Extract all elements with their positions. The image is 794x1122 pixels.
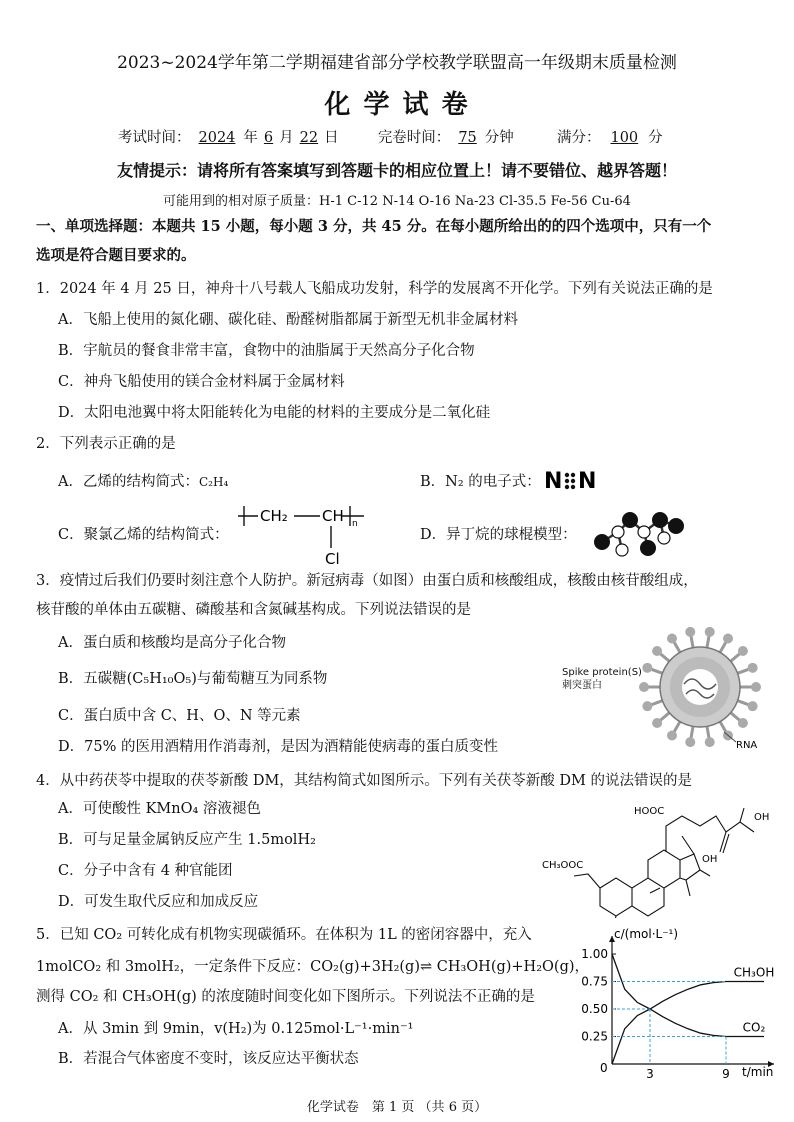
q1-stem: 1．2024 年 4 月 25 日，神舟十八号载人飞船成功发射，科学的发展离不开化学。下列有关说法正确的是 xyxy=(36,281,713,297)
series-label: CO₂ xyxy=(742,1020,766,1035)
q4-stem: 4．从中药茯苓中提取的茯苓新酸 DM，其结构简式如图所示。下列有关茯苓新酸 DM 的说法错误的是 xyxy=(36,773,692,789)
hooc-label: HOOC xyxy=(634,806,665,817)
q4-option-d: D．可发生取代反应和加成反应 xyxy=(58,894,259,910)
atom-ball xyxy=(622,512,638,528)
electron-dot xyxy=(565,473,569,477)
q3-option-d: D．75% 的医用酒精用作消毒剂，是因为酒精能使病毒的蛋白质变性 xyxy=(58,739,498,755)
q3-option-a: A．蛋白质和核酸均是高分子化合物 xyxy=(58,635,286,651)
series-label: CH₃OH xyxy=(733,965,775,980)
electron-dot xyxy=(571,473,575,477)
isobutane-ball-stick-model xyxy=(588,504,696,564)
atomic-masses: 可能用到的相对原子质量：H-1 C-12 N-14 O-16 Na-23 Cl-35.5 Fe-56 Cu-64 xyxy=(163,194,631,209)
chart-origin-label: 0 xyxy=(600,1061,608,1075)
q3-option-c: C．蛋白质中含 C、H、O、N 等元素 xyxy=(58,708,301,724)
q2-b-label: B．N₂ 的电子式： xyxy=(420,474,541,490)
exam-year: 2024 xyxy=(198,130,236,146)
q3-option-b: B．五碳糖(C₅H₁₀O₅)与葡萄糖互为同系物 xyxy=(58,671,328,687)
spike-head xyxy=(705,737,715,747)
pvc-cl: Cl xyxy=(325,550,340,568)
spike-head xyxy=(723,634,733,644)
paper-title: 化 学 试 卷 xyxy=(324,90,470,120)
electron-dot xyxy=(571,485,575,489)
q5-stem-line1: 5．已知 CO₂ 可转化成有机物实现碳循环。在体积为 1L 的密闭容器中，充入 xyxy=(36,927,532,943)
score-value: 100 xyxy=(610,130,639,146)
y-tick-label: 0.25 xyxy=(581,1029,608,1044)
q1-option-a: A．飞船上使用的氮化硼、碳化硅、酚醛树脂都属于新型无机非金属材料 xyxy=(58,312,518,328)
page-footer: 化学试卷 第 1 页 （共 6 页） xyxy=(306,1100,488,1115)
exam-day: 22 xyxy=(299,130,319,146)
spike-head xyxy=(685,737,695,747)
electron-dot xyxy=(565,485,569,489)
spike-head xyxy=(667,634,677,644)
friendly-tip: 友情提示：请将所有答案填写到答题卡的相应位置上！请不要错位、越界答题！ xyxy=(116,161,677,180)
pvc-n: n xyxy=(352,519,358,529)
rna-label: RNA xyxy=(736,740,758,750)
chart-x-axis-label: t/min xyxy=(742,1065,774,1079)
electron-dot xyxy=(571,479,575,483)
x-tick-label: 9 xyxy=(722,1067,730,1080)
series-line xyxy=(612,982,764,1065)
n2-left-atom: N xyxy=(544,469,563,494)
month-unit: 月 xyxy=(279,130,294,146)
spike-head xyxy=(685,627,695,637)
dm-structure-formula xyxy=(540,796,776,918)
section-heading-line2: 选项是符合题目要求的。 xyxy=(36,247,196,264)
y-tick-label: 0.75 xyxy=(581,974,608,989)
atom-ball xyxy=(638,526,650,538)
atom-ball xyxy=(594,534,610,550)
pvc-ch2: CH₂ xyxy=(260,507,288,525)
n2-electron-formula xyxy=(540,466,600,494)
y-tick-label: 0.50 xyxy=(581,1002,608,1016)
oh-label-ring: OH xyxy=(702,854,718,865)
q4-option-a: A．可使酸性 KMnO₄ 溶液褪色 xyxy=(58,801,261,817)
spike-head xyxy=(738,718,748,728)
atom-ball xyxy=(652,512,668,528)
duration-unit: 分钟 xyxy=(484,130,514,146)
spike-head xyxy=(667,730,677,740)
concentration-time-chart xyxy=(570,924,782,1080)
q3-stem-line1: 3．疫情过后我们仍要时刻注意个人防护。新冠病毒（如图）由蛋白质和核酸组成，核酸由核苷酸组成， xyxy=(36,573,698,589)
spike-label-en: Spike protein(S) xyxy=(562,667,642,678)
spike-head xyxy=(652,646,662,656)
q1-option-c: C．神舟飞船使用的镁合金材料属于金属材料 xyxy=(58,374,345,390)
q2-option-d xyxy=(420,524,577,546)
pvc-ch: CH xyxy=(322,507,344,525)
spike-head xyxy=(642,701,652,711)
score-unit: 分 xyxy=(648,130,663,146)
ester-label: CH₃OOC xyxy=(542,860,584,871)
q5-option-b: B．若混合气体密度不变时，该反应达平衡状态 xyxy=(58,1051,359,1067)
q2-c-label: C．聚氯乙烯的结构简式： xyxy=(58,527,229,543)
atom-ball xyxy=(668,518,684,534)
atom-ball xyxy=(612,526,624,538)
x-tick-label: 3 xyxy=(646,1067,654,1080)
q2-option-a xyxy=(58,471,228,493)
spike-head xyxy=(639,682,649,692)
spike-head xyxy=(748,701,758,711)
spike-head xyxy=(705,627,715,637)
coronavirus-illustration xyxy=(636,624,764,750)
exam-series-title: 2023~2024学年第二学期福建省部分学校教学联盟高一年级期末质量检测 xyxy=(117,53,677,73)
q1-option-b: B．宇航员的餐食非常丰富，食物中的油脂属于天然高分子化合物 xyxy=(58,343,475,359)
q5-option-a: A．从 3min 到 9min，v(H₂)为 0.125mol·L⁻¹·min⁻¹ xyxy=(58,1021,414,1037)
duration-label: 完卷时间： xyxy=(377,130,451,146)
q2-d-label: D．异丁烷的球棍模型： xyxy=(420,527,577,543)
spike-head xyxy=(751,682,761,692)
exam-info-row xyxy=(118,126,663,147)
day-unit: 日 xyxy=(324,130,339,146)
q4-option-b: B．可与足量金属钠反应产生 1.5molH₂ xyxy=(58,832,316,848)
exam-time-label: 考试时间： xyxy=(118,130,191,146)
score-label: 满分： xyxy=(556,130,601,146)
q2-stem: 2．下列表示正确的是 xyxy=(36,436,176,452)
q1-option-d: D．太阳电池翼中将太阳能转化为电能的材料的主要成分是二氧化硅 xyxy=(58,405,491,421)
q2-a-formula: C₂H₄ xyxy=(198,475,229,489)
atom-ball xyxy=(616,544,628,556)
spike-head xyxy=(748,663,758,673)
chart-y-axis-label: c/(mol·L⁻¹) xyxy=(614,927,679,941)
q2-option-b xyxy=(420,471,541,493)
atom-ball xyxy=(658,532,670,544)
q2-a-label: A．乙烯的结构简式： xyxy=(58,474,199,490)
spike-head xyxy=(652,718,662,728)
duration-value: 75 xyxy=(458,130,477,146)
q5-stem-line2: 1molCO₂ 和 3molH₂，一定条件下反应：CO₂(g)+3H₂(g)⇌ CH₃OH(g)+H₂O(g)， xyxy=(36,959,590,975)
q2-option-c xyxy=(58,524,229,546)
virus-label-spike xyxy=(562,666,642,692)
section-heading-line1: 一、单项选择题：本题共 15 小题，每小题 3 分，共 45 分。在每小题所给出的的四个选项中，只有一个 xyxy=(36,218,712,235)
atom-ball xyxy=(640,540,656,556)
n2-right-atom: N xyxy=(578,469,597,494)
spike-head xyxy=(642,663,652,673)
oh-label-top: OH xyxy=(754,812,770,823)
spike-label-cn: 刺突蛋白 xyxy=(562,680,602,691)
spike-head xyxy=(738,646,748,656)
q4-option-c: C．分子中含有 4 种官能团 xyxy=(58,863,233,879)
q5-stem-line3: 测得 CO₂ 和 CH₃OH(g) 的浓度随时间变化如下图所示。下列说法不正确的是 xyxy=(36,989,535,1005)
year-unit: 年 xyxy=(243,130,258,146)
q3-stem-line2: 核苷酸的单体由五碳糖、磷酸基和含氮碱基构成。下列说法错误的是 xyxy=(36,602,471,618)
pvc-structure xyxy=(236,500,366,568)
electron-dot xyxy=(565,479,569,483)
y-tick-label: 1.00 xyxy=(581,947,608,961)
exam-month: 6 xyxy=(263,130,274,146)
